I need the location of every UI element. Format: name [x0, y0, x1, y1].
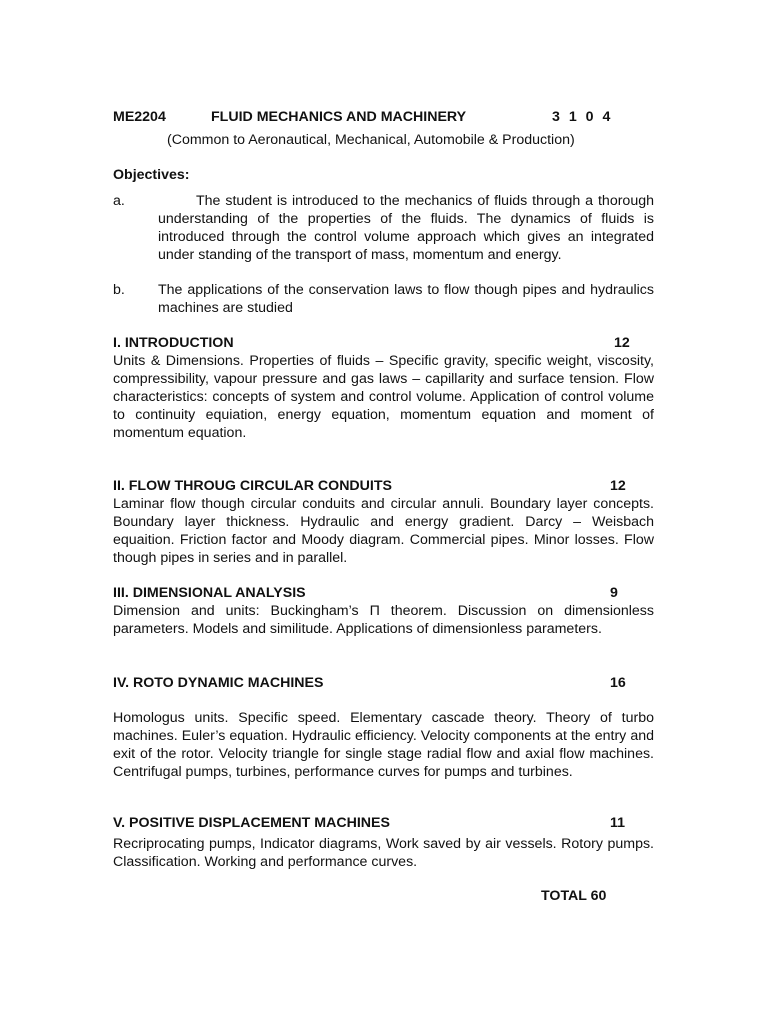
- section-1-hours: 12: [614, 335, 630, 351]
- total-hours: TOTAL 60: [541, 888, 607, 904]
- course-subtitle: (Common to Aeronautical, Mechanical, Automobile & Production): [167, 132, 575, 148]
- objective-b-text: The applications of the conservation laws to flow though pipes and hydraulics machines are studied: [158, 282, 654, 316]
- section-3-body: Dimension and units: Buckingham’s Π theorem. Discussion on dimensionless parameters. Models and similitude. Applications of dimensionless parameters.: [113, 603, 654, 637]
- objectives-heading: Objectives:: [113, 167, 190, 183]
- objective-a-text: The student is introduced to the mechanics of fluids through a thorough understanding of the properties of the fluids. The dynamics of fluids is introduced through the control volume approach which gives an integrated under standing of the transport of mass, momentum and energy.: [158, 193, 654, 263]
- section-4-body: Homologus units. Specific speed. Elementary cascade theory. Theory of turbo machines. Euler’s equation. Hydraulic efficiency. Velocity components at the entry and exit of the rotor. Velocity triangle for single stage radial flow and axial flow machines. Centrifugal pumps, turbines, performance curves for pumps and turbines.: [113, 710, 654, 780]
- course-credits: 3 1 0 4: [552, 109, 611, 125]
- section-2-body: Laminar flow though circular conduits and circular annuli. Boundary layer concepts. Boundary layer thickness. Hydraulic and energy gradient. Darcy – Weisbach equaition. Friction factor and Moody diagram. Commercial pipes. Minor losses. Flow though pipes in series and in parallel.: [113, 496, 654, 566]
- section-4-hours: 16: [610, 675, 626, 691]
- section-2-hours: 12: [610, 478, 626, 494]
- section-1-title: I. INTRODUCTION: [113, 335, 234, 351]
- section-5-title: V. POSITIVE DISPLACEMENT MACHINES: [113, 815, 390, 831]
- section-3-hours: 9: [610, 585, 618, 601]
- section-2-title: II. FLOW THROUG CIRCULAR CONDUITS: [113, 478, 392, 494]
- course-title: FLUID MECHANICS AND MACHINERY: [211, 109, 467, 125]
- section-4-title: IV. ROTO DYNAMIC MACHINES: [113, 675, 324, 691]
- section-3-title: III. DIMENSIONAL ANALYSIS: [113, 585, 306, 601]
- objective-a-label: a.: [113, 193, 125, 209]
- section-1-body: Units & Dimensions. Properties of fluids – Specific gravity, specific weight, viscosity, compressibility, vapour pressure and gas laws – capillarity and surface tension. Flow characteristics: concepts of system and control volume. Application of control volume to continuity equiation, energy equation, momentum equation and moment of momentum equation.: [113, 353, 654, 441]
- section-5-hours: 11: [610, 815, 625, 831]
- section-5-body: Recriprocating pumps, Indicator diagrams, Work saved by air vessels. Rotory pumps. Classification. Working and performance curves.: [113, 836, 654, 870]
- objective-b-label: b.: [113, 282, 125, 298]
- course-code: ME2204: [113, 109, 166, 125]
